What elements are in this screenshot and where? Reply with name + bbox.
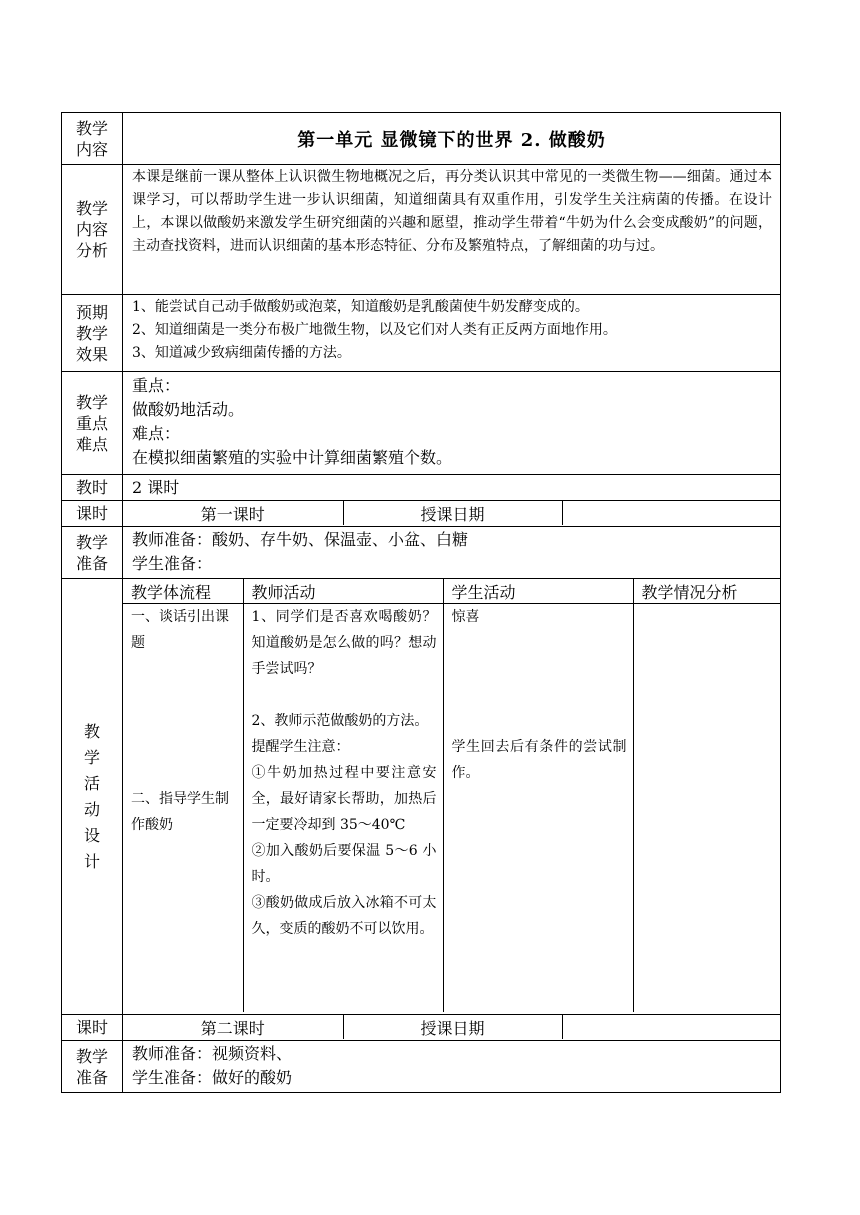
prep1-label: 教学 准备 bbox=[62, 527, 123, 579]
student-column bbox=[443, 604, 633, 1013]
analysis-row bbox=[62, 165, 781, 295]
prep2-teacher: 教师准备：视频资料、 bbox=[132, 1044, 293, 1063]
effects-list bbox=[123, 295, 781, 372]
flow-step-1: 一、谈话引出课题 bbox=[131, 609, 229, 651]
header-analysis: 教学情况分析 bbox=[633, 579, 781, 604]
effects-row bbox=[62, 295, 781, 372]
teacher-column: 1、同学们是否喜欢喝酸奶？知道酸奶是怎么做的吗？想动手尝试吗？ 2、教师示范做酸奶的方法。 提醒学生注意： ①牛奶加热过程中要注意安全，最好请家长帮助，加热后一定要冷却到 35～40℃ ②加入酸奶后要保温 5～6 小时。 ③酸奶做成后放入冰箱不可太久，变质的酸奶不可以饮用。 bbox=[243, 604, 443, 1013]
prep1-row bbox=[62, 527, 781, 579]
prep2-row bbox=[62, 1041, 781, 1093]
prep1-teacher: 教师准备：酸奶、存牛奶、保温壶、小盆、白糖 bbox=[132, 530, 469, 549]
effects-label: 预期 教学 效果 bbox=[62, 295, 123, 372]
header-flow: 教学体流程 bbox=[123, 579, 243, 604]
activity-table bbox=[123, 579, 781, 1012]
session2-row bbox=[62, 1015, 781, 1041]
prep2-label: 教学 准备 bbox=[62, 1041, 123, 1093]
hours-label: 教时 bbox=[62, 475, 123, 501]
keypoints-text: 重点： 做酸奶地活动。 难点： 在模拟细菌繁殖的实验中计算细菌繁殖个数。 bbox=[123, 372, 781, 475]
student-reaction: 惊喜 bbox=[451, 609, 480, 625]
session1-date-value bbox=[562, 501, 781, 525]
header-teacher: 教师活动 bbox=[243, 579, 443, 604]
session2-name: 第二课时 bbox=[200, 1018, 265, 1038]
analysis-label: 教学 内容 分析 bbox=[62, 165, 123, 295]
prep2-text bbox=[123, 1041, 781, 1093]
session2-date-label: 授课日期 bbox=[343, 1015, 562, 1039]
activity-label: 教 学 活 动 设 计 bbox=[62, 579, 123, 1015]
content-label: 教学 内容 bbox=[62, 113, 123, 165]
hours-value: 2 课时 bbox=[123, 475, 781, 501]
effect-item: 3、知道减少致病细菌传播的方法。 bbox=[132, 345, 351, 361]
header-student: 学生活动 bbox=[443, 579, 633, 604]
effect-item: 1、能尝试自己动手做酸奶或泡菜，知道酸奶是乳酸菌使牛奶发酵变成的。 bbox=[132, 299, 589, 315]
prep1-student: 学生准备： bbox=[132, 554, 213, 573]
analysis-column bbox=[633, 604, 781, 1013]
hours-row bbox=[62, 475, 781, 501]
student-task: 学生回去后有条件的尝试制作。 bbox=[451, 739, 627, 781]
lesson-plan-table bbox=[61, 112, 781, 1093]
prep1-text bbox=[123, 527, 781, 579]
session1-label: 课时 bbox=[62, 501, 123, 527]
session2-date-value bbox=[562, 1015, 781, 1039]
session1-row bbox=[62, 501, 781, 527]
activity-body-row bbox=[123, 604, 781, 1013]
lesson-plan-document bbox=[61, 112, 780, 1093]
flow-column bbox=[123, 604, 243, 1013]
session1-date-label: 授课日期 bbox=[343, 501, 562, 525]
lesson-title: 第一单元 显微镜下的世界 2. 做酸奶 bbox=[123, 113, 781, 165]
activity-row bbox=[62, 579, 781, 1015]
session2-label: 课时 bbox=[62, 1015, 123, 1041]
analysis-text: 本课是继前一课从整体上认识微生物地概况之后，再分类认识其中常见的一类微生物——细菌。通过本课学习，可以帮助学生进一步认识细菌，知道细菌具有双重作用，引发学生关注病菌的传播。在设计上，本课以做酸奶来激发学生研究细菌的兴趣和愿望，推动学生带着“牛奶为什么会变成酸奶”的问题，主动查找资料，进而认识细菌的基本形态特征、分布及繁殖特点，了解细菌的功与过。 bbox=[123, 165, 781, 295]
prep2-student: 学生准备：做好的酸奶 bbox=[132, 1068, 293, 1087]
effect-item: 2、知道细菌是一类分布极广地微生物，以及它们对人类有正反两方面地作用。 bbox=[132, 322, 617, 338]
flow-step-2: 二、指导学生制作酸奶 bbox=[131, 791, 229, 833]
title-row bbox=[62, 113, 781, 165]
session1-name: 第一课时 bbox=[200, 504, 265, 524]
activity-header-row bbox=[123, 579, 781, 604]
keypoints-label: 教学 重点 难点 bbox=[62, 372, 123, 475]
keypoints-row bbox=[62, 372, 781, 475]
